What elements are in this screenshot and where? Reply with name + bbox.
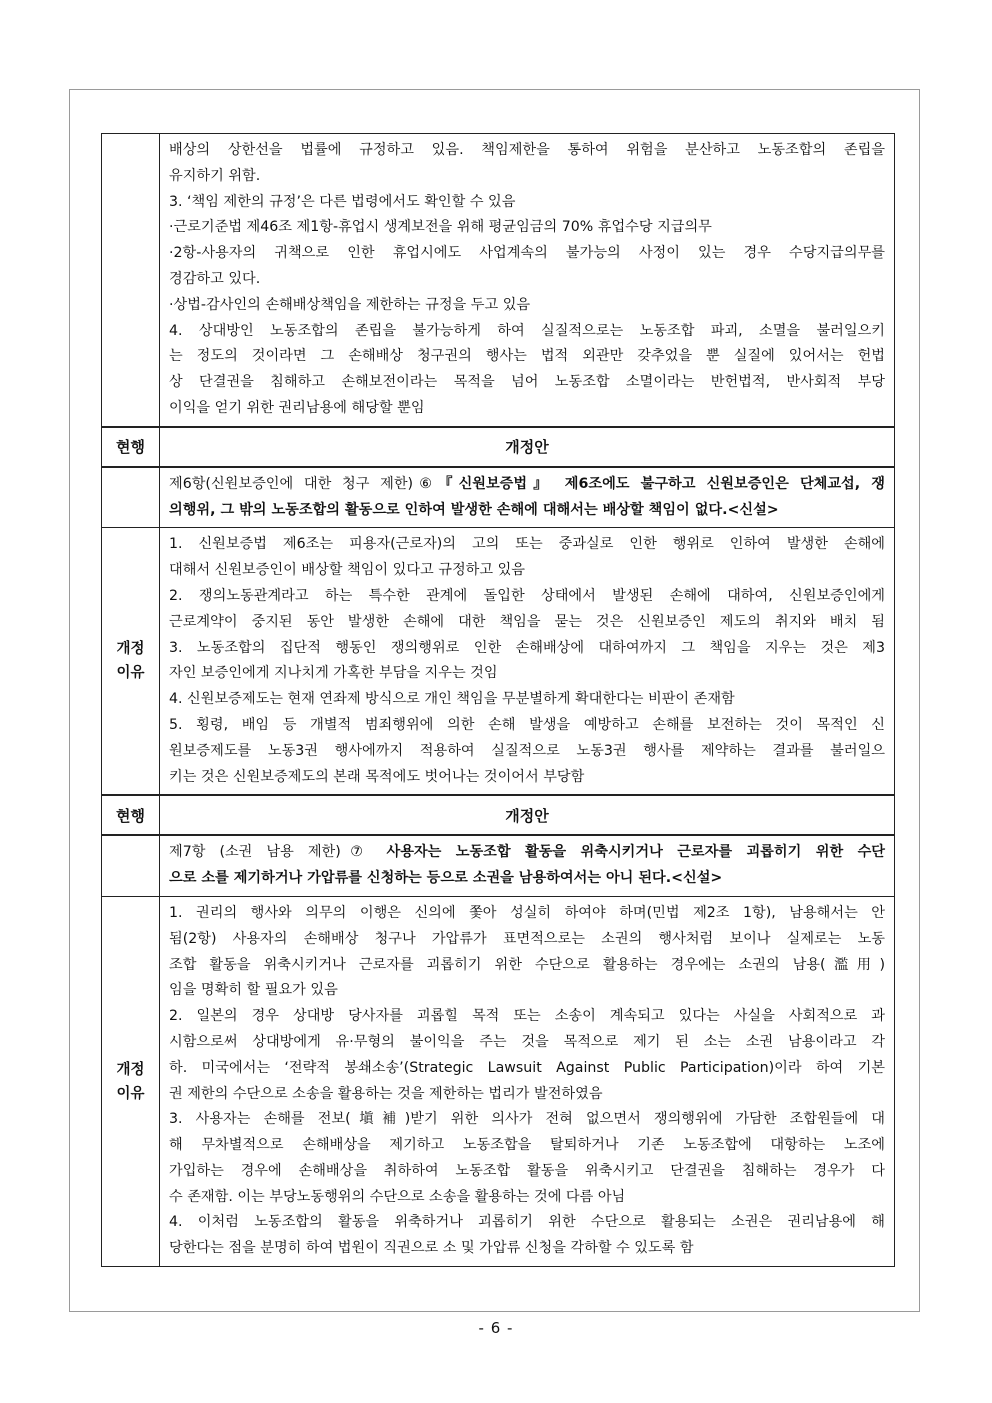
header-current: 현행 xyxy=(102,427,160,467)
section2-reason-row xyxy=(102,528,895,795)
section1-text xyxy=(160,134,895,427)
header-row xyxy=(102,427,895,467)
amend-line: 으로 소를 제기하거나 가압류를 신청하는 등으로 소권을 남용하여서는 아니 된다.<신설> xyxy=(169,870,723,887)
s1-line: ·근로기준법 제46조 제1항-휴업시 생계보전을 위해 평균임금의 70% 휴업수당 지급의무 xyxy=(169,219,712,236)
reason-line: 5. 횡령, 배임 등 개별적 범죄행위에 의한 손해 발생을 예방하고 손해를 보전하는 것이 목적인 신 xyxy=(169,716,885,733)
reason-line: 해 무차별적으로 손해배상을 제기하고 노동조합을 탈퇴하거나 기존 노동조합에 대항하는 노조에 xyxy=(169,1137,885,1154)
reason-line: 대해서 신원보증인이 배상할 책임이 있다고 규정하고 있음 xyxy=(169,562,525,579)
amend-line xyxy=(169,472,885,498)
header-current: 현행 xyxy=(102,795,160,835)
s1-line: 유지하기 위함. xyxy=(169,167,261,184)
s1-line: ·2항-사용자의 귀책으로 인한 휴업시에도 사업계속의 불가능의 사정이 있는 경우 수당지급의무를 xyxy=(169,245,885,262)
reason-line: 권 제한의 수단으로 소송을 활용하는 것을 제한하는 법리가 발전하였음 xyxy=(169,1085,603,1102)
amend-bold: 『신원보증법』 제6조에도 불구하고 신원보증인은 단체교섭, 쟁 xyxy=(438,475,885,492)
reason-line: 됨(2항) 사용자의 손해배상 청구나 가압류가 표면적으로는 소권의 행사처럼 보이나 실제로는 노동 xyxy=(169,930,885,947)
page-number: - 6 - xyxy=(478,1319,514,1337)
reason-line: 3. 사용자는 손해를 전보(塡補)받기 위한 의사가 전혀 없으면서 쟁의행위에 가담한 조합원들에 대 xyxy=(169,1111,885,1128)
section1-row xyxy=(102,134,895,427)
reason-line: 3. 노동조합의 집단적 행동인 쟁의행위로 인한 손해배상에 대하여까지 그 책임을 지우는 것은 제3 xyxy=(169,639,885,656)
reason-line: 2. 일본의 경우 상대방 당사자를 괴롭힐 목적 또는 소송이 계속되고 있다는 사실을 사회적으로 과 xyxy=(169,1008,885,1025)
s1-line: 이익을 얻기 위한 권리남용에 해당할 뿐임 xyxy=(169,399,425,416)
amend-prefix: 제7항 (소권 남용 제한)⑦ xyxy=(169,844,387,861)
reason-label: 개정 이유 xyxy=(102,896,160,1266)
s1-line: 상 단결권을 침해하고 손해보전이라는 목적을 넘어 노동조합 소멸이라는 반헌법적, 반사회적 부당 xyxy=(169,374,885,391)
s1-line: 배상의 상한선을 법률에 규정하고 있음. 책임제한을 통하여 위험을 분산하고 노동조합의 존립을 xyxy=(169,142,885,158)
section3-amend-row xyxy=(102,835,895,896)
reason-line: 키는 것은 신원보증제도의 본래 목적에도 벗어나는 것이어서 부당함 xyxy=(169,768,585,785)
amend-line xyxy=(169,840,885,866)
reason-line: 2. 쟁의노동관계라고 하는 특수한 관계에 돌입한 상태에서 발생된 손해에 대하여, 신원보증인에게 xyxy=(169,587,885,604)
reason-line: 임을 명확히 할 필요가 있음 xyxy=(169,982,338,999)
reason-line: 자인 보증인에게 지나치게 가혹한 부담을 지우는 것임 xyxy=(169,665,498,682)
s1-line: 는 정도의 것이라면 그 손해배상 청구권의 행사는 법적 외관만 갖추었을 뿐 실질에 있어서는 헌법 xyxy=(169,348,885,365)
reason-line: 조합 활동을 위축시키거나 근로자를 괴롭히기 위한 수단으로 활용하는 경우에는 소권의 남용(濫用) xyxy=(169,956,885,973)
section2-reason-text xyxy=(160,528,895,795)
amend-bold: 사용자는 노동조합 활동을 위축시키거나 근로자를 괴롭히기 위한 수단 xyxy=(386,844,885,861)
reason-line: 수 존재함. 이는 부당노동행위의 수단으로 소송을 활용하는 것에 다름 아님 xyxy=(169,1188,626,1205)
reason-label: 개정 이유 xyxy=(102,528,160,795)
section3-reason-row xyxy=(102,896,895,1266)
reason-line: 원보증제도를 노동3권 행사에까지 적용하여 실질적으로 노동3권 행사를 제약하는 결과를 불러일으 xyxy=(169,742,885,759)
amendment-table xyxy=(101,133,895,1267)
section2-current-cell xyxy=(102,467,160,528)
s1-line: 경감하고 있다. xyxy=(169,270,261,287)
reason-line: 당한다는 점을 분명히 하여 법원이 직권으로 소 및 가압류 신청을 각하할 수 있도록 함 xyxy=(169,1240,694,1257)
reason-line: 하. 미국에서는 ‘전략적 봉쇄소송’(Strategic Lawsuit Against Public Participation)이라 하여 기본 xyxy=(169,1059,885,1076)
header-row xyxy=(102,795,895,835)
section3-amend-text xyxy=(160,835,895,896)
header-proposal: 개정안 xyxy=(160,795,895,835)
reason-line: 1. 신원보증법 제6조는 피용자(근로자)의 고의 또는 중과실로 인한 행위로 인하여 발생한 손해에 xyxy=(169,536,885,553)
section1-label xyxy=(102,134,160,427)
section2-amend-row xyxy=(102,467,895,528)
reason-line: 시함으로써 상대방에게 유·무형의 불이익을 주는 것을 목적으로 제기 된 소는 소권 남용이라고 각 xyxy=(169,1033,885,1050)
s1-line: ·상법-감사인의 손해배상책임을 제한하는 규정을 두고 있음 xyxy=(169,296,531,313)
reason-line: 근로계약이 중지된 동안 발생한 손해에 대한 책임을 묻는 것은 신원보증인 제도의 취지와 배치 됨 xyxy=(169,613,885,630)
reason-line: 4. 이처럼 노동조합의 활동을 위축하거나 괴롭히기 위한 수단으로 활용되는 소권은 권리남용에 해 xyxy=(169,1214,885,1231)
reason-line: 4. 신원보증제도는 현재 연좌제 방식으로 개인 책임을 무분별하게 확대한다는 비판이 존재함 xyxy=(169,691,735,708)
section2-amend-text xyxy=(160,467,895,528)
reason-line: 가입하는 경우에 손해배상을 취하하여 노동조합 활동을 위축시키고 단결권을 침해하는 경우가 다 xyxy=(169,1162,885,1179)
section3-reason-text xyxy=(160,896,895,1266)
amend-line: 의행위, 그 밖의 노동조합의 활동으로 인하여 발생한 손해에 대해서는 배상할 책임이 없다.<신설> xyxy=(169,501,779,518)
amend-prefix: 제6항(신원보증인에 대한 청구 제한)⑥ xyxy=(169,475,439,492)
header-proposal: 개정안 xyxy=(160,427,895,467)
reason-line: 1. 권리의 행사와 의무의 이행은 신의에 쫓아 성실히 하여야 하며(민법 제2조 1항), 남용해서는 안 xyxy=(169,904,885,921)
section3-current-cell xyxy=(102,835,160,896)
s1-line: 3. ‘책임 제한의 규정’은 다른 법령에서도 확인할 수 있음 xyxy=(169,193,516,210)
s1-line: 4. 상대방인 노동조합의 존립을 불가능하게 하여 실질적으로는 노동조합 파괴, 소멸을 불러일으키 xyxy=(169,322,885,339)
